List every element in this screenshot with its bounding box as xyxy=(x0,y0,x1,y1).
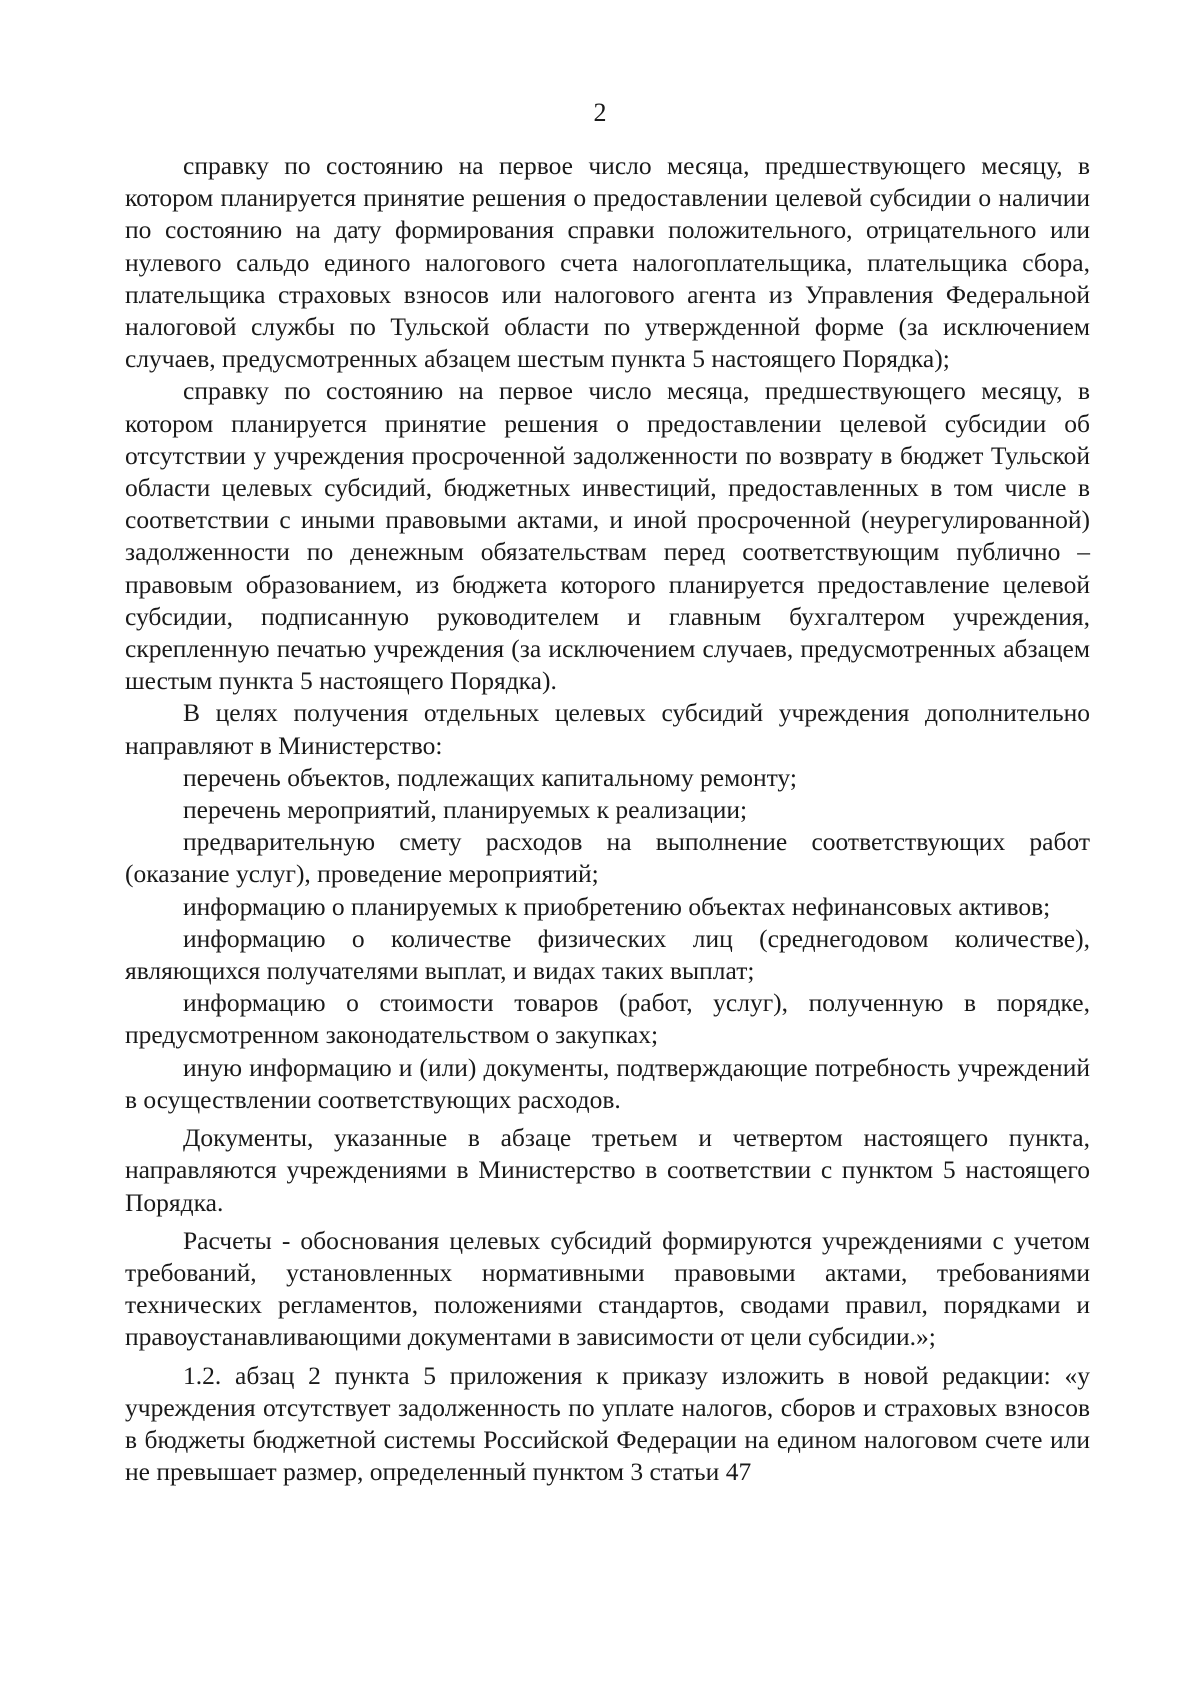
paragraph-documents-submission: Документы, указанные в абзаце третьем и четвертом настоящего пункта, направляются учреждениями в Министерство в соответствии с пунктом 5 настоящего Порядка. xyxy=(125,1123,1090,1217)
list-item-individuals-payments: информацию о количестве физических лиц (среднегодовом количестве), являющихся получателями выплат, и видах таких выплат; xyxy=(125,923,1090,986)
paragraph-calculations-justification: Расчеты - обоснования целевых субсидий формируются учреждениями с учетом требований, установленных нормативными правовыми актами, требованиями технических регламентов, положениями стандартов, сводами правил, порядками и правоустанавливающими документами в зависимости от цели субсидии.»; xyxy=(125,1225,1090,1352)
paragraph-amendment-1-2: 1.2. абзац 2 пункта 5 приложения к приказу изложить в новой редакции: «у учреждения отсутствует задолженность по уплате налогов, сборов и страховых взносов в бюджеты бюджетной системы Российской Федерации на едином налоговом счете или не превышает размер, определенный пунктом 3 статьи 47 xyxy=(125,1360,1090,1487)
list-item-non-financial-assets: информацию о планируемых к приобретению объектах нефинансовых активов; xyxy=(183,891,1051,921)
document-body xyxy=(125,150,1090,1488)
list-item-planned-events: перечень мероприятий, планируемых к реализации; xyxy=(183,795,748,825)
list-item-preliminary-estimate: предварительную смету расходов на выполнение соответствующих работ (оказание услуг), проведение мероприятий; xyxy=(125,827,1090,889)
list-item-goods-cost: информацию о стоимости товаров (работ, услуг), полученную в порядке, предусмотренном законодательством о закупках; xyxy=(125,988,1090,1050)
list-item-other-documents: иную информацию и (или) документы, подтверждающие потребность учреждений в осуществлении соответствующих расходов. xyxy=(125,1052,1090,1114)
paragraph-tax-balance-certificate: справку по состоянию на первое число месяца, предшествующего месяцу, в котором планируется принятие решения о предоставлении целевой субсидии о наличии по состоянию на дату формирования справки положительного, отрицательного или нулевого сальдо единого налогового счета налогоплательщика, плательщика сбора, плательщика страховых взносов или налогового агента из Управления Федеральной налоговой службы по Тульской области по утвержденной форме (за исключением случаев, предусмотренных абзацем шестым пункта 5 настоящего Порядка); xyxy=(125,151,1090,374)
page-number: 2 xyxy=(593,98,607,127)
paragraph-additional-documents-intro: В целях получения отдельных целевых субсидий учреждения дополнительно направляют в Министерство: xyxy=(125,698,1090,760)
paragraph-no-overdue-debt-certificate: справку по состоянию на первое число месяца, предшествующего месяцу, в котором планируется принятие решения о предоставлении целевой субсидии об отсутствии у учреждения просроченной задолженности по возврату в бюджет Тульской области целевых субсидий, бюджетных инвестиций, предоставленных в том числе в соответствии с иными правовыми актами, и иной просроченной (неурегулированной) задолженности по денежным обязательствам перед соответствующим публично – правовым образованием, из бюджета которого планируется предоставление целевой субсидии, подписанную руководителем и главным бухгалтером учреждения, скрепленную печатью учреждения (за исключением случаев, предусмотренных абзацем шестым пункта 5 настоящего Порядка). xyxy=(125,376,1090,696)
list-item-capital-repair-objects: перечень объектов, подлежащих капитальному ремонту; xyxy=(183,762,797,792)
